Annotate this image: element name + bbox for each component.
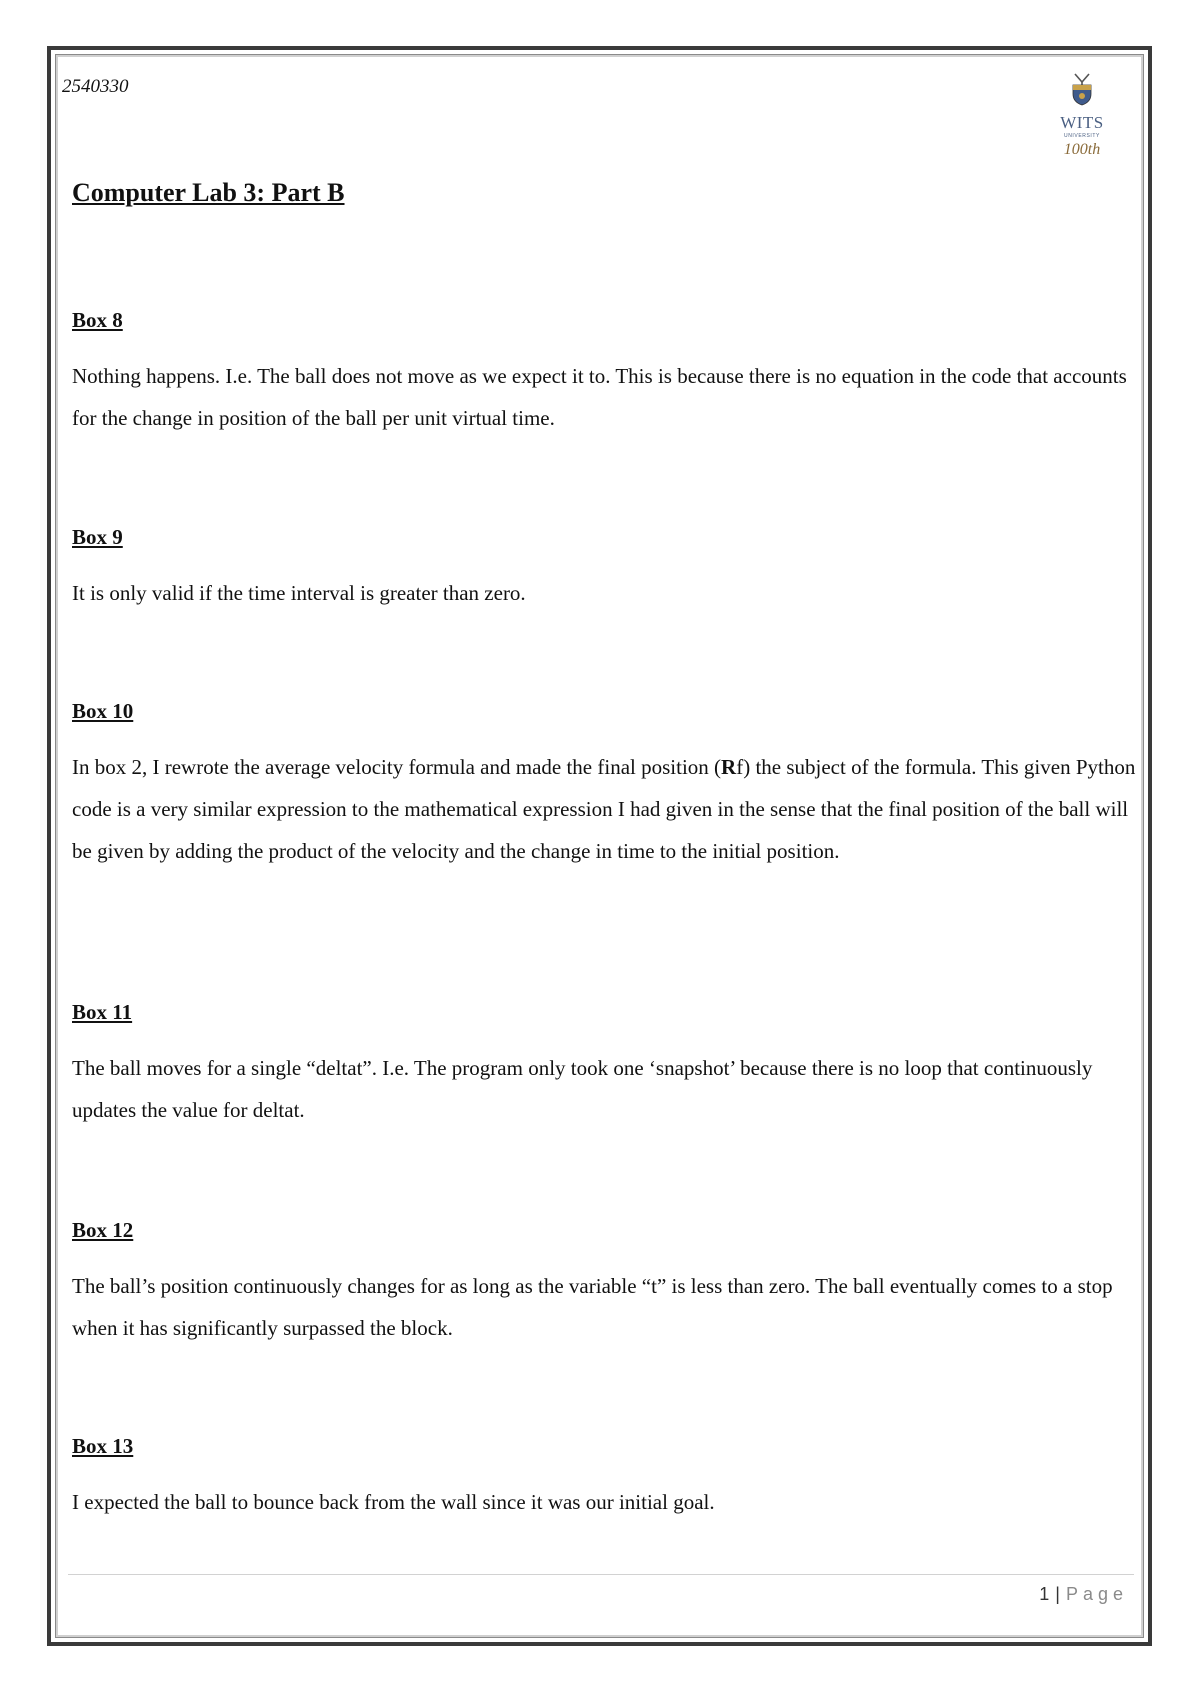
page-label: Page — [1065, 1584, 1128, 1604]
wits-crest-icon — [1067, 72, 1097, 106]
footer-divider — [68, 1574, 1134, 1575]
section-heading-box-10: Box 10 — [72, 699, 134, 723]
box-10-text-part-2: f) the subject of the formula. This given Python code is a very similar expression to the mathematical expression I had given in the sense that the final position of the ball will be given by adding the product of the velocity and the change in time to the initial position. — [72, 755, 1136, 863]
section-heading-box-13: Box 13 — [72, 1434, 134, 1458]
section-text-box-8: Nothing happens. I.e. The ball does not move as we expect it to. This is because there is no equation in the code that accounts for the change in position of the ball per unit virtual time. — [72, 364, 1127, 430]
box-10-bold-r: R — [721, 755, 737, 779]
section-heading-box-9: Box 9 — [72, 525, 123, 549]
university-logo — [1052, 72, 1112, 176]
section-text-box-12: The ball’s position continuously changes for as long as the variable “t” is less than zero. The ball eventually comes to a stop when it has significantly surpassed the block. — [72, 1274, 1113, 1340]
section-heading-box-11: Box 11 — [72, 1000, 133, 1024]
section-text-box-13: I expected the ball to bounce back from the wall since it was our initial goal. — [72, 1490, 715, 1514]
section-text-box-11: The ball moves for a single “deltat”. I.e. The program only took one ‘snapshot’ because there is no loop that continuously updates the value for deltat. — [72, 1056, 1093, 1122]
section-text-box-9: It is only valid if the time interval is greater than zero. — [72, 581, 526, 605]
document-title: Computer Lab 3: Part B — [72, 178, 345, 207]
logo-centenary-text: 100th — [1063, 141, 1101, 158]
page-number: 1 — [1039, 1584, 1050, 1604]
logo-wits-text: WITS — [1060, 113, 1104, 132]
student-id: 2540330 — [62, 76, 129, 97]
section-heading-box-12: Box 12 — [72, 1218, 134, 1242]
section-text-box-10 — [72, 746, 1138, 872]
footer-separator: | — [1055, 1584, 1060, 1604]
section-heading-box-8: Box 8 — [72, 308, 123, 332]
box-10-text-part-1: In box 2, I rewrote the average velocity formula and made the final position ( — [72, 755, 722, 779]
page-footer — [1039, 1584, 1128, 1605]
logo-university-text: UNIVERSITY — [1063, 133, 1100, 139]
